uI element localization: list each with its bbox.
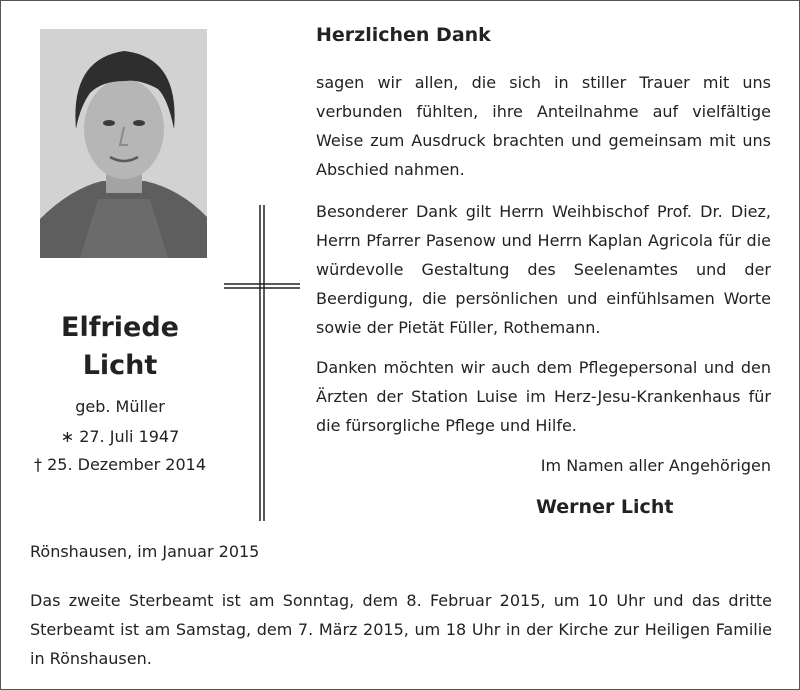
birth-date: ∗ 27. Juli 1947 (60, 427, 180, 446)
place-date: Rönshausen, im Januar 2015 (30, 542, 260, 561)
thanks-paragraph-2: Besonderer Dank gilt Herrn Weihbischof Prof. Dr. Diez, Herrn Pfarrer Pasenow und Herrn Kaplan Agricola für die würdevolle Gestaltung des Seelenamtes und der Beerdigung, die persönlichen und einfühlsamen Worte sowie der Pietät Füller, Rothemann. (316, 202, 771, 337)
thanks-heading: Herzlichen Dank (316, 24, 491, 46)
signer-name: Werner Licht (536, 496, 674, 518)
deceased-last-name: Licht (82, 350, 158, 381)
on-behalf-line: Im Namen aller Angehörigen (540, 456, 771, 475)
memorial-masses-text: Das zweite Sterbeamt ist am Sonntag, dem 8. Februar 2015, um 10 Uhr und das dritte Sterbeamt ist am Samstag, dem 7. März 2015, um 18 Uhr in der Kirche zur Heiligen Familie in Rönshausen. (30, 591, 772, 668)
thanks-paragraph-3: Danken möchten wir auch dem Pflegepersonal und den Ärzten der Station Luise im Herz-Jesu-Krankenhaus für die fürsorgliche Pflege und Hilfe. (316, 358, 771, 435)
portrait-photo (40, 29, 207, 258)
thanks-paragraph-1: sagen wir allen, die sich in stiller Trauer mit uns verbunden fühlten, ihre Anteilnahme auf vielfältige Weise zum Ausdruck brachten und gemeinsam mit uns Abschied nahmen. (316, 73, 771, 179)
deceased-first-name: Elfriede (61, 312, 179, 343)
maiden-name: geb. Müller (75, 397, 165, 416)
cross-icon (224, 205, 300, 525)
death-date: † 25. Dezember 2014 (34, 455, 206, 474)
